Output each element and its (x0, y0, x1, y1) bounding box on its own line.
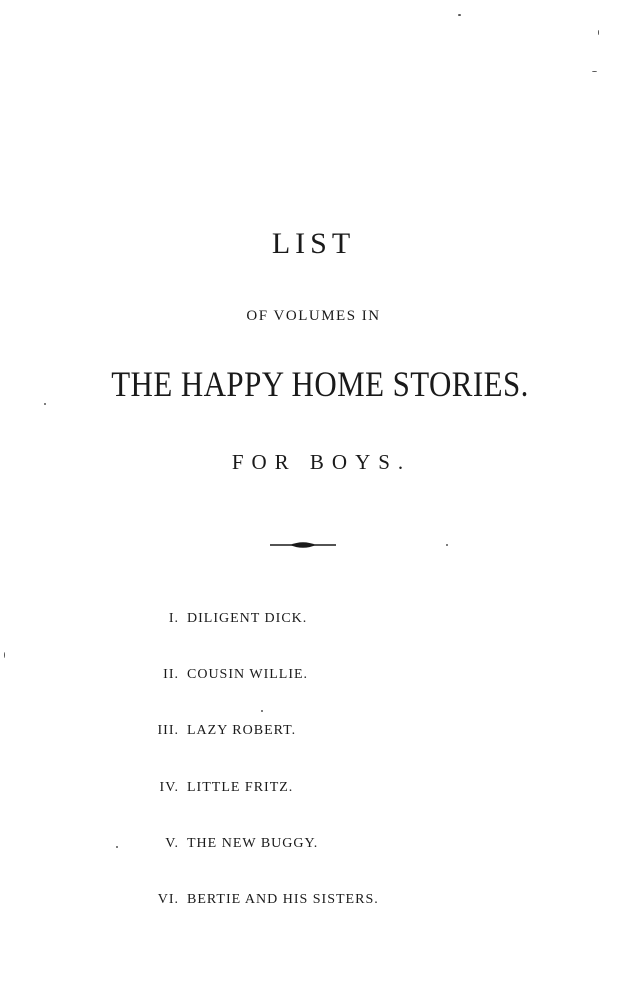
scan-speck (261, 710, 263, 712)
volume-numeral: IV. (159, 780, 179, 795)
list-item (0, 608, 627, 630)
volume-title: DILIGENT DICK. (187, 611, 308, 626)
scan-speck (116, 846, 118, 848)
scan-speck (592, 71, 597, 72)
list-item (0, 777, 627, 799)
volume-numeral: VI. (157, 892, 179, 907)
volume-numeral: V. (165, 836, 179, 851)
volume-title: THE NEW BUGGY. (187, 836, 319, 851)
list-item (0, 664, 627, 686)
audience-label: FOR BOYS. (231, 450, 412, 474)
scan-speck (458, 14, 461, 16)
scan-speck (44, 403, 46, 405)
list-heading: LIST (271, 227, 356, 260)
scan-speck (4, 652, 5, 658)
volume-title: LITTLE FRITZ. (187, 780, 294, 795)
volume-numeral: II. (163, 667, 179, 682)
volume-numeral: III. (157, 723, 179, 738)
volume-title: LAZY ROBERT. (187, 723, 297, 738)
scan-speck (446, 544, 448, 546)
volume-title: BERTIE AND HIS SISTERS. (187, 892, 379, 907)
volume-title: COUSIN WILLIE. (187, 667, 309, 682)
volumes-subheading: OF VOLUMES IN (246, 308, 381, 324)
series-title: THE HAPPY HOME STORIES. (111, 364, 529, 404)
scan-speck (598, 30, 599, 35)
volume-numeral: I. (168, 611, 179, 626)
list-item (0, 720, 627, 742)
list-item (0, 833, 627, 855)
list-item (0, 889, 627, 911)
